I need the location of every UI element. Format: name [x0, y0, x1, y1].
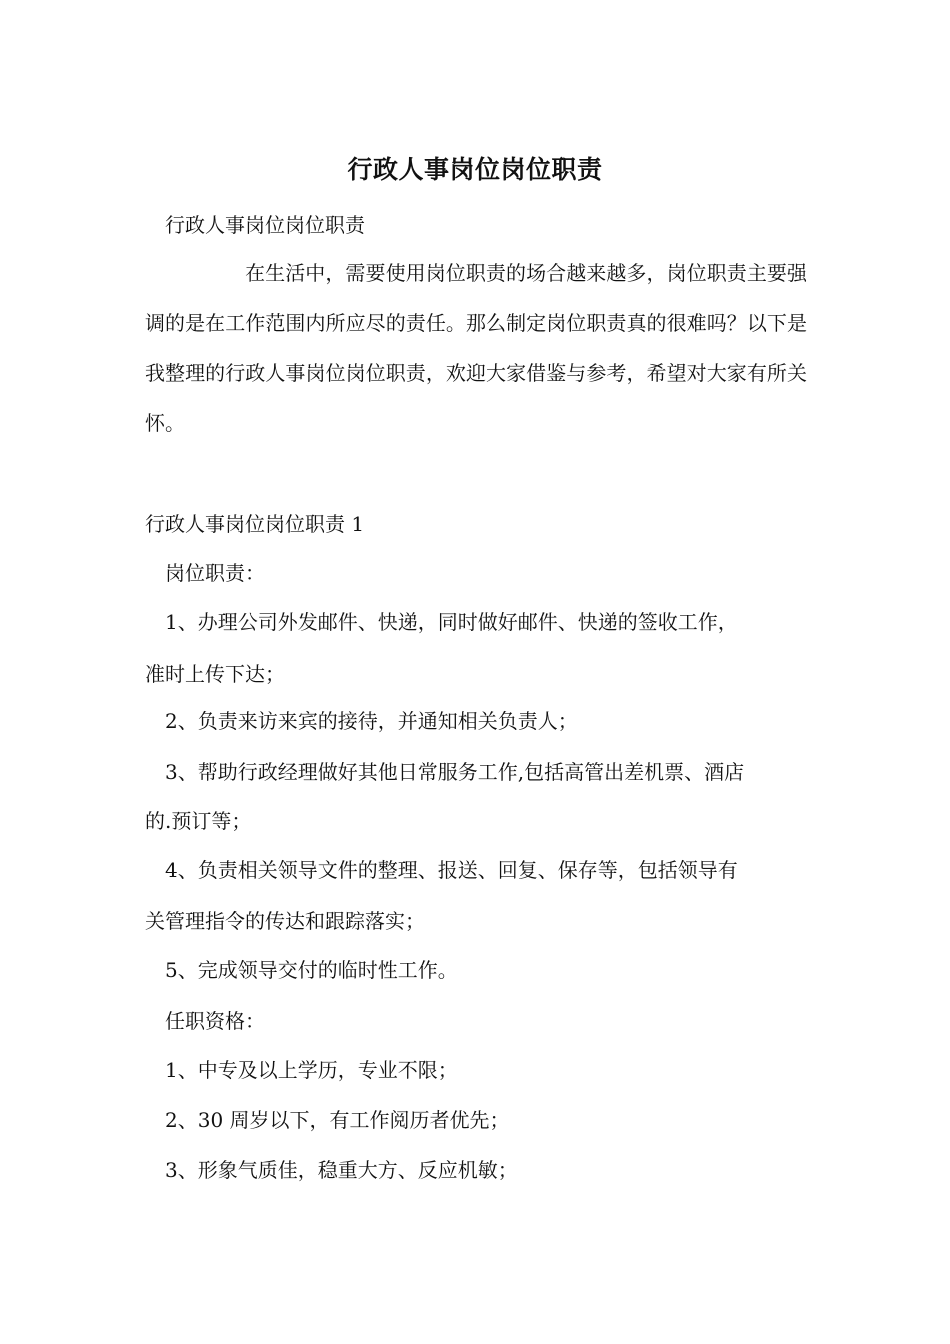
qualifications-label: 任职资格： [165, 1009, 265, 1033]
intro-paragraph [145, 248, 807, 448]
duty-item-3-line-2: 的.预订等； [145, 809, 252, 833]
duty-item-2: 2、负责来访来宾的接待，并通知相关负责人； [165, 709, 578, 733]
duty-item-1-line-2: 准时上传下达； [145, 662, 285, 686]
duty-item-3-line-1: 3、帮助行政经理做好其他日常服务工作,包括高管出差机票、酒店 [165, 760, 745, 784]
duty-item-4-line-1: 4、负责相关领导文件的整理、报送、回复、保存等，包括领导有 [165, 858, 738, 882]
qualification-item-1: 1、中专及以上学历，专业不限； [165, 1058, 458, 1082]
duties-label: 岗位职责： [165, 561, 265, 585]
intro-text: 在生活中，需要使用岗位职责的场合越来越多，岗位职责主要强调的是在工作范围内所应尽的责任。那么制定岗位职责真的很难吗？以下是我整理的行政人事岗位岗位职责，欢迎大家借鉴与参考，希望对大家有所关怀。 [145, 261, 807, 435]
duty-item-4-line-2: 关管理指令的传达和跟踪落实； [145, 909, 425, 933]
duty-item-5: 5、完成领导交付的临时性工作。 [165, 958, 458, 982]
qualification-item-2: 2、30 周岁以下，有工作阅历者优先； [165, 1108, 510, 1132]
duty-item-1-line-1: 1、办理公司外发邮件、快递，同时做好邮件、快递的签收工作， [165, 610, 738, 634]
section-heading: 行政人事岗位岗位职责 1 [145, 512, 365, 536]
document-title: 行政人事岗位岗位职责 [347, 155, 603, 184]
document-subtitle: 行政人事岗位岗位职责 [165, 213, 365, 237]
qualification-item-3: 3、形象气质佳，稳重大方、反应机敏； [165, 1158, 518, 1182]
